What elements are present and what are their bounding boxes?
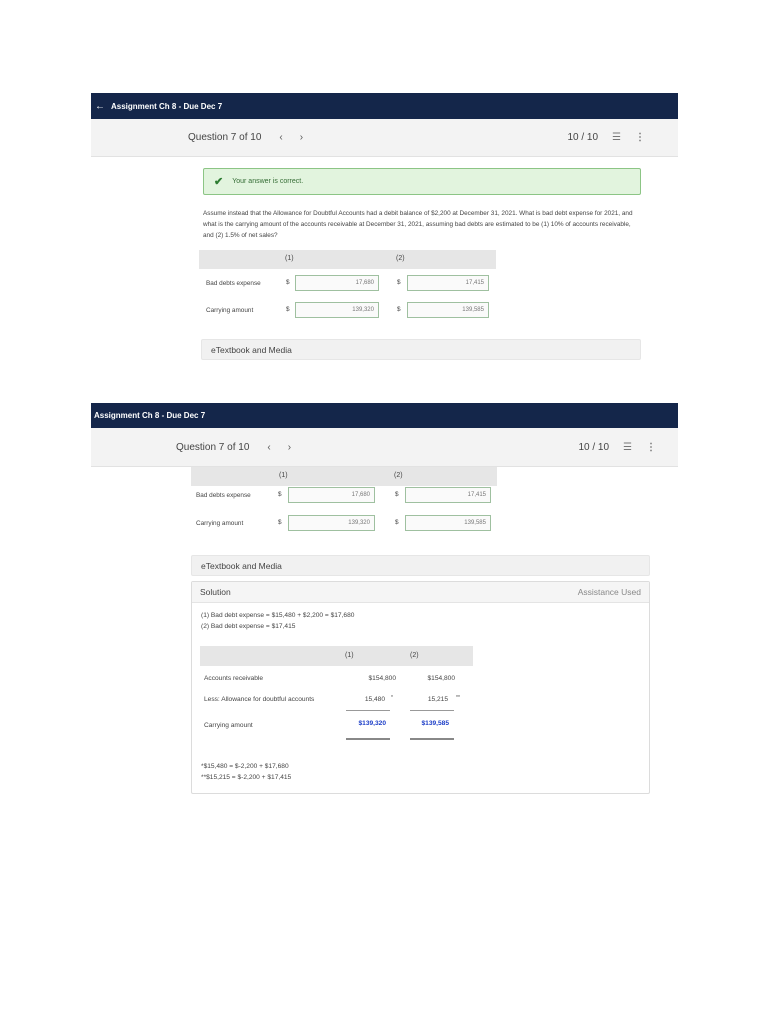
solution-table-header: [200, 646, 473, 666]
assistance-used-label: Assistance Used: [577, 587, 641, 597]
row-label: Carrying amount: [196, 520, 244, 527]
prev-question-button[interactable]: ‹: [279, 132, 283, 143]
carrying-amount-input-2[interactable]: 139,585: [407, 302, 489, 318]
assignment-title: Assignment Ch 8 - Due Dec 7: [94, 411, 206, 420]
currency-symbol: $: [397, 306, 401, 313]
carrying-amount-input-2[interactable]: 139,585: [405, 515, 491, 531]
column-1-header: (1): [279, 472, 288, 479]
column-2-header: (2): [396, 255, 405, 262]
score-label: 10 / 10: [578, 441, 610, 453]
assignment-header: [91, 93, 678, 119]
question-text: Assume instead that the Allowance for Doubtful Accounts had a debit balance of $2,200 at December 31, 2021. What is bad debt expense for 2021, and what is the carrying amount of the accounts receivable at December 31, 2021, assuming bad debts are estimated to be (1) 10% of accounts receivable, and (2) 1.5% of net sales?: [203, 210, 633, 239]
question-label: Question 7 of 10: [188, 132, 262, 143]
bad-debts-expense-input-2[interactable]: 17,415: [407, 275, 489, 291]
value-cell: $154,800: [427, 675, 455, 682]
currency-symbol: $: [278, 519, 282, 526]
column-2-header: (2): [410, 652, 419, 659]
value-cell: $154,800: [368, 675, 396, 682]
currency-symbol: $: [395, 519, 399, 526]
row-label: Bad debts expense: [206, 280, 261, 287]
column-1-header: (1): [285, 255, 294, 262]
currency-symbol: $: [286, 279, 290, 286]
row-label: Accounts receivable: [204, 675, 264, 682]
next-question-button[interactable]: ›: [287, 441, 292, 453]
carrying-amount-input-1[interactable]: 139,320: [295, 302, 379, 318]
solution-line: (2) Bad debt expense = $17,415: [201, 623, 296, 630]
assignment-title: Assignment Ch 8 - Due Dec 7: [111, 101, 223, 111]
currency-symbol: $: [397, 279, 401, 286]
total-value-cell: $139,320: [358, 720, 386, 727]
column-1-header: (1): [345, 652, 354, 659]
arrow-left-icon[interactable]: ←: [95, 100, 105, 112]
footnote-marker: **: [456, 695, 460, 701]
score-label: 10 / 10: [567, 132, 599, 143]
etextbook-label: eTextbook and Media: [211, 344, 292, 355]
total-value-cell: $139,585: [421, 720, 449, 727]
row-label: Carrying amount: [204, 722, 253, 729]
list-icon[interactable]: ☰: [612, 132, 621, 143]
subtotal-rule: [346, 710, 390, 711]
assignment-header: [91, 403, 678, 428]
more-vertical-icon[interactable]: ⋮: [635, 132, 645, 143]
more-vertical-icon[interactable]: ⋮: [646, 441, 656, 453]
footnote-marker: *: [391, 695, 393, 701]
prev-question-button[interactable]: ‹: [267, 441, 271, 453]
row-label: Bad debts expense: [196, 492, 251, 499]
screenshot-bottom: [91, 403, 678, 796]
question-label: Question 7 of 10: [176, 441, 250, 453]
bad-debts-expense-input-1[interactable]: 17,680: [288, 487, 375, 503]
column-2-header: (2): [394, 472, 403, 479]
question-nav-bar: [91, 119, 678, 157]
feedback-text: Your answer is correct.: [232, 178, 304, 185]
solution-line: (1) Bad debt expense = $15,480 + $2,200 = $17,680: [201, 612, 355, 619]
total-double-rule: [410, 738, 454, 740]
carrying-amount-input-1[interactable]: 139,320: [288, 515, 375, 531]
total-double-rule: [346, 738, 390, 740]
currency-symbol: $: [286, 306, 290, 313]
currency-symbol: $: [278, 491, 282, 498]
etextbook-media-toggle[interactable]: [201, 339, 641, 360]
solution-panel: [191, 581, 650, 794]
footnote: **$15,215 = $-2,200 + $17,415: [201, 774, 292, 781]
question-nav-bar: [91, 428, 678, 467]
subtotal-rule: [410, 710, 454, 711]
row-label: Carrying amount: [206, 307, 254, 314]
solution-header[interactable]: [192, 582, 649, 603]
row-label: Less: Allowance for doubtful accounts: [204, 696, 315, 703]
currency-symbol: $: [395, 491, 399, 498]
value-cell: 15,215: [427, 696, 448, 703]
answer-table-header: [199, 250, 496, 269]
etextbook-label: eTextbook and Media: [201, 560, 282, 571]
answer-table-header: [191, 467, 497, 486]
etextbook-media-toggle[interactable]: [191, 555, 650, 576]
correct-answer-banner: [203, 168, 641, 195]
bad-debts-expense-input-2[interactable]: 17,415: [405, 487, 491, 503]
list-icon[interactable]: ☰: [623, 441, 632, 453]
solution-title: Solution: [200, 587, 231, 597]
footnote: *$15,480 = $-2,200 + $17,680: [201, 763, 289, 770]
next-question-button[interactable]: ›: [299, 132, 304, 143]
check-icon: ✔: [214, 176, 224, 188]
screenshot-top: [91, 93, 678, 363]
bad-debts-expense-input-1[interactable]: 17,680: [295, 275, 379, 291]
value-cell: 15,480: [364, 696, 385, 703]
